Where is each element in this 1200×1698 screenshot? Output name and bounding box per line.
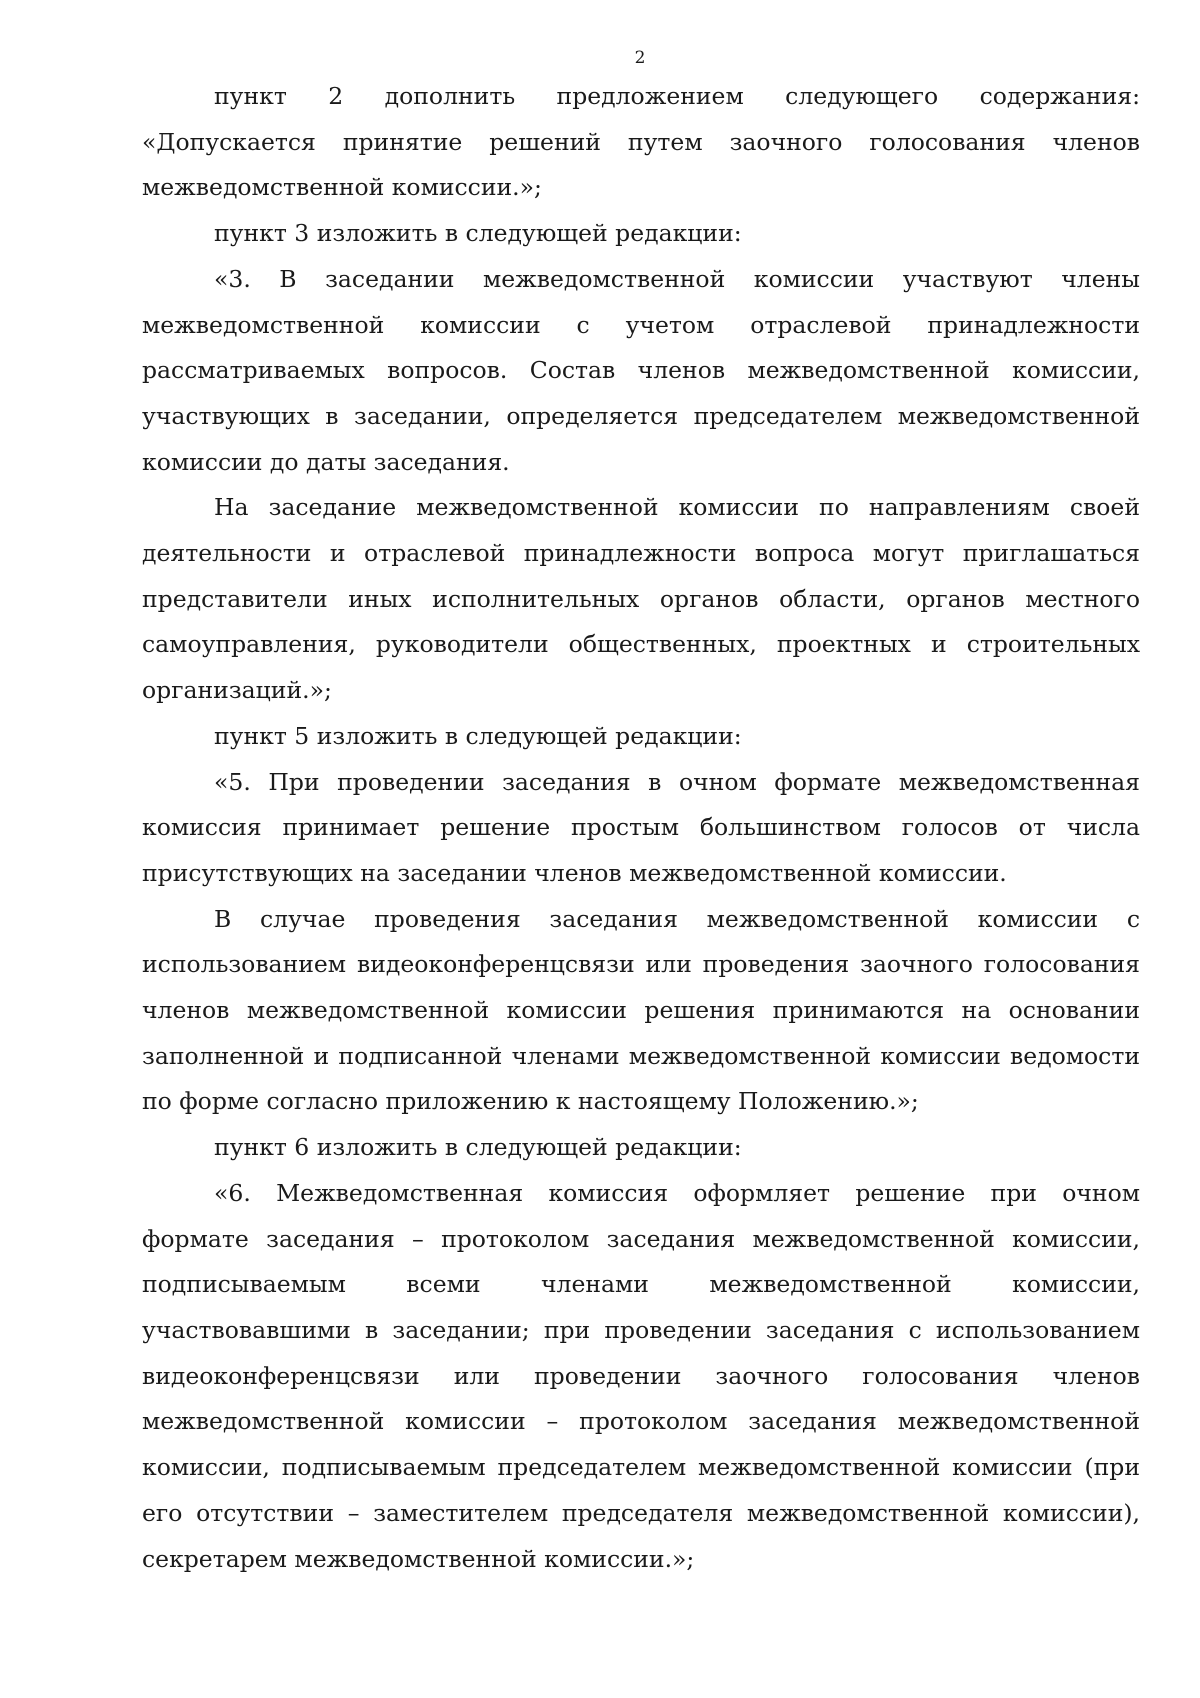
paragraph-point-5-text: «5. При проведении заседания в очном формате межведомственная комиссия принимает решение простым большинством голосов от числа присутствующих на заседании членов межведомственной комиссии. <box>142 767 1140 887</box>
paragraph-point-5-remote: В случае проведения заседания межведомственной комиссии с использованием видеоконференцсвязи или проведения заочного голосования членов межведомственной комиссии решения принимаются на основании заполненной и подписанной членами межведомственной комиссии ведомости по форме согласно приложению к настоящему Положению.»; <box>142 904 1140 1116</box>
paragraph-point-5-intro: пункт 5 изложить в следующей редакции: <box>214 721 742 750</box>
page-number: 2 <box>634 48 646 68</box>
paragraph-amend-point-2: пункт 2 дополнить предложением следующего содержания: «Допускается принятие решений путем заочного голосования членов межведомственной комиссии.»; <box>142 82 1140 202</box>
paragraph-point-3-text: «3. В заседании межведомственной комиссии участвуют члены межведомственной комиссии с учетом отраслевой принадлежности рассматриваемых вопросов. Состав членов межведомственной комиссии, участвующих в заседании, определяется председателем межведомственной комиссии до даты заседания. <box>142 264 1140 476</box>
paragraph-point-3-intro: пункт 3 изложить в следующей редакции: <box>214 219 742 248</box>
paragraph-point-6-intro: пункт 6 изложить в следующей редакции: <box>214 1133 742 1162</box>
paragraph-point-3-invitees: На заседание межведомственной комиссии по направлениям своей деятельности и отраслевой принадлежности вопроса могут приглашаться представители иных исполнительных органов области, органов местного самоуправления, руководители общественных, проектных и строительных организаций.»; <box>142 493 1140 705</box>
paragraph-point-6-text: «6. Межведомственная комиссия оформляет решение при очном формате заседания – протоколом заседания межведомственной комиссии, подписываемым всеми членами межведомственной комиссии, участвовавшими в заседании; при проведении заседания с использованием видеоконференцсвязи или проведении заочного голосования членов межведомственной комиссии – протоколом заседания межведомственной комиссии, подписываемым председателем межведомственной комиссии (при его отсутствии – заместителем председателя межведомственной комиссии), секретарем межведомственной комиссии.»; <box>142 1178 1140 1573</box>
document-body <box>142 74 1140 1582</box>
